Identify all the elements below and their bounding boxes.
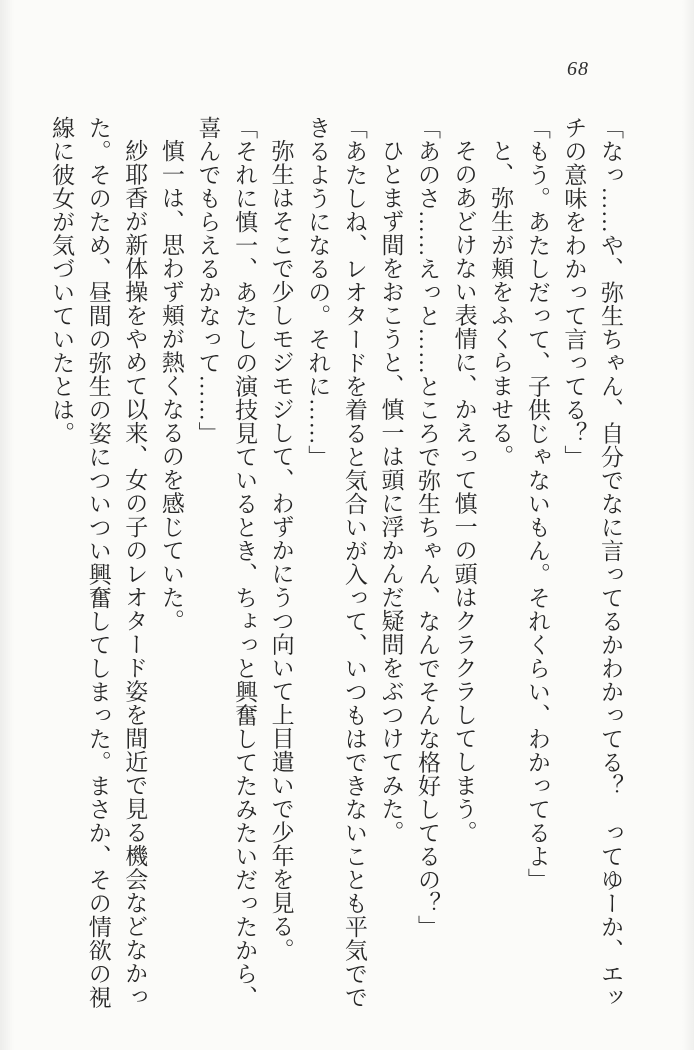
paragraph: 紗耶香が新体操をやめて以来、女の子のレオタード姿を間近で見る機会などなかった。そのため、昼間の弥生の姿についつい興奮してしまった。まさか、その情欲の視線に彼女が気づいていたとは。 bbox=[49, 116, 148, 1009]
paragraph: 弥生はそこで少しモジモジして、わずかにうつ向いて上目遣いで少年を見る。 bbox=[268, 139, 294, 962]
paragraph: 「なっ……や、弥生ちゃん、自分でなに言ってるかわかってる？ ってゆーか、エッチの意味をわかって言ってる？」 bbox=[561, 116, 623, 1009]
paragraph: 「もう。あたしだって、子供じゃないもん。それくらい、わかってるよ」 bbox=[524, 116, 550, 892]
paragraph: 「あたしね、レオタードを着ると気合いが入って、いつもはできないことも平気でできるようになるの。それに……」 bbox=[305, 116, 367, 1009]
paragraph: 「それに慎一、あたしの演技見ているとき、ちょっと興奮してたみたいだったから、喜んでもらえるかなって……」 bbox=[195, 116, 258, 1009]
page-number: 68 bbox=[567, 58, 589, 80]
paragraph: 「あのさ……えっと……ところで弥生ちゃん、なんでそんな格好してるの？」 bbox=[415, 116, 441, 939]
page-text bbox=[42, 116, 628, 1012]
paragraph: 慎一は、思わず頬が熱くなるのを感じていた。 bbox=[158, 139, 184, 633]
paragraph: と、弥生が頬をふくらませる。 bbox=[488, 139, 514, 468]
paragraph: そのあどけない表情に、かえって慎一の頭はクラクラしてしまう。 bbox=[451, 139, 477, 844]
paragraph: ひとまず間をおこうと、慎一は頭に浮かんだ疑問をぶつけてみた。 bbox=[378, 139, 404, 844]
